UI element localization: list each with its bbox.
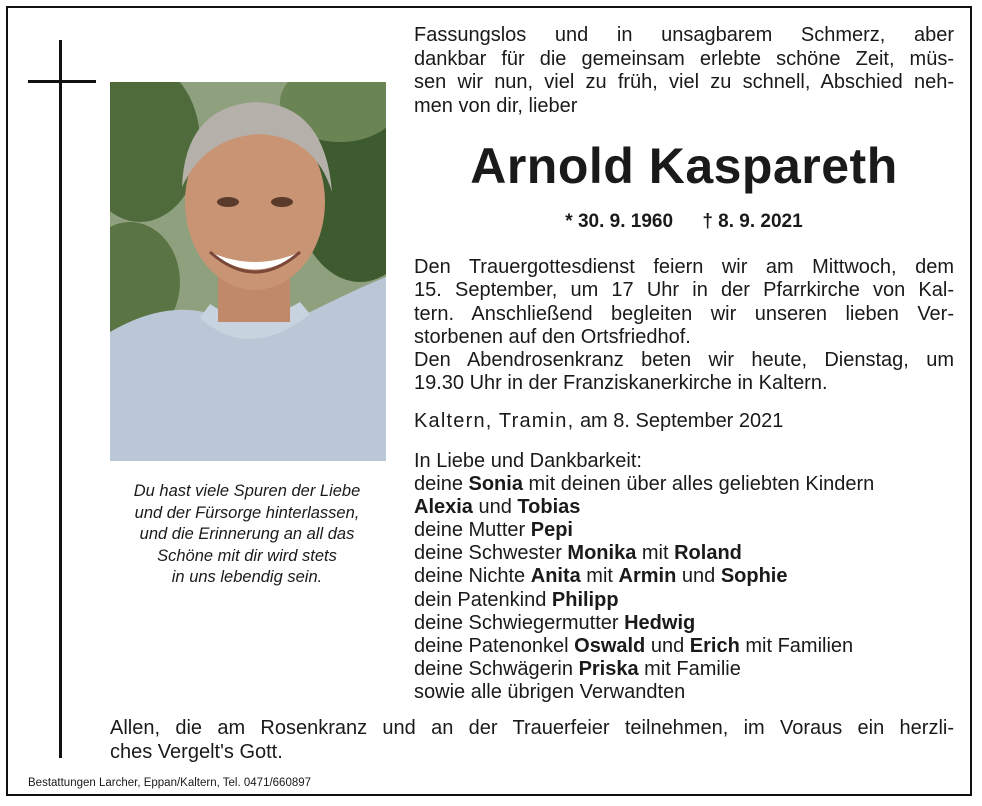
relation-text: mit Familien xyxy=(739,634,854,657)
relation-text: deine Nichte xyxy=(414,565,531,588)
quote-line: Du hast viele Spuren der Liebe xyxy=(133,482,361,500)
relative-name: Armin xyxy=(618,565,677,588)
list-item xyxy=(414,542,964,565)
funeral-home-footer: Bestattungen Larcher, Eppan/Kaltern, Tel. 0471/660897 xyxy=(28,777,312,789)
relative-name: Anita xyxy=(530,565,581,588)
relative-name: Sonia xyxy=(468,473,523,496)
relative-name: Priska xyxy=(578,657,639,680)
relation-text: deine xyxy=(414,473,469,496)
place-date xyxy=(414,409,954,433)
list-item xyxy=(414,635,964,658)
family-heading: In Liebe und Dankbarkeit: xyxy=(414,450,642,472)
service-line: 15. September, um 17 Uhr in der Pfarrkirche von Kal- xyxy=(414,279,954,302)
place-names: Kaltern, Tramin, xyxy=(414,410,575,432)
intro-line: dankbar für die gemeinsam erlebte schöne Zeit, müs- xyxy=(414,47,954,70)
portrait-photo xyxy=(110,82,386,461)
family-list xyxy=(414,450,964,704)
death-date: † 8. 9. 2021 xyxy=(702,211,803,232)
service-line: Den Trauergottesdienst feiern wir am Mittwoch, dem xyxy=(414,256,954,278)
announcement-date: am 8. September 2021 xyxy=(579,410,784,432)
quote-line: und der Fürsorge hinterlassen, xyxy=(134,503,360,522)
relation-text: deine Mutter xyxy=(414,519,531,542)
service-line: 19.30 Uhr in der Franziskanerkirche in Kaltern. xyxy=(414,372,828,395)
relation-text: mit deinen über alles geliebten Kindern xyxy=(522,473,875,496)
relation-text: und xyxy=(676,565,721,588)
list-item xyxy=(414,496,964,519)
relation-text: und xyxy=(472,496,518,519)
relative-name: Sophie xyxy=(720,565,788,588)
list-item xyxy=(414,565,964,588)
relation-text: deine Schwiegermutter xyxy=(414,611,625,634)
memorial-quote xyxy=(104,481,390,589)
list-item xyxy=(414,681,964,704)
cross-vertical-icon xyxy=(59,40,62,758)
list-item xyxy=(414,658,964,681)
relative-name: Roland xyxy=(674,542,742,565)
relative-name: Philipp xyxy=(551,588,619,611)
relation-text: mit Familie xyxy=(638,657,741,680)
relative-name: Pepi xyxy=(530,519,573,542)
relation-text: mit xyxy=(636,542,675,565)
list-item xyxy=(414,589,964,612)
quote-line: in uns lebendig sein. xyxy=(171,568,323,586)
relation-text: dein Patenkind xyxy=(414,588,552,611)
thanks-text xyxy=(110,717,954,764)
quote-line: und die Erinnerung an all das xyxy=(139,525,355,543)
life-dates xyxy=(414,210,954,234)
relation-text: mit xyxy=(580,565,619,588)
deceased-name: Arnold Kaspareth xyxy=(470,138,898,194)
intro-text xyxy=(414,24,954,118)
thanks-line: ches Vergelt's Gott. xyxy=(110,740,283,763)
relative-name: Hedwig xyxy=(624,611,696,634)
cross-horizontal-icon xyxy=(28,80,96,83)
intro-line: sen wir nun, viel zu früh, viel zu schnell, Abschied neh- xyxy=(414,71,954,93)
relative-name: Erich xyxy=(689,634,740,657)
service-line: Den Abendrosenkranz beten wir heute, Dienstag, um xyxy=(414,349,954,372)
relation-text: deine Schwester xyxy=(414,542,568,565)
relation-text: und xyxy=(645,634,690,657)
relative-name: Oswald xyxy=(574,634,646,657)
thanks-line: Allen, die am Rosenkranz und an der Trauerfeier teilnehmen, im Voraus ein herzli- xyxy=(110,717,954,739)
list-item xyxy=(414,519,964,542)
service-info xyxy=(414,256,954,396)
relative-name: Monika xyxy=(567,542,637,565)
quote-line: Schöne mit dir wird stets xyxy=(157,546,337,565)
service-line: storbenen auf den Ortsfriedhof. xyxy=(414,325,691,348)
relation-text: deine Patenonkel xyxy=(414,634,575,657)
birth-date: * 30. 9. 1960 xyxy=(565,211,674,232)
service-line: tern. Anschließend begleiten wir unseren lieben Ver- xyxy=(414,302,954,325)
relation-text: deine Schwägerin xyxy=(414,657,579,680)
relative-name: Tobias xyxy=(517,496,581,519)
list-item xyxy=(414,473,964,496)
relative-name: Alexia xyxy=(414,496,473,519)
relation-text: sowie alle übrigen Verwandten xyxy=(414,680,686,703)
list-item xyxy=(414,612,964,635)
intro-line: Fassungslos und in unsagbarem Schmerz, aber xyxy=(414,24,954,46)
intro-line: men von dir, lieber xyxy=(414,94,578,117)
